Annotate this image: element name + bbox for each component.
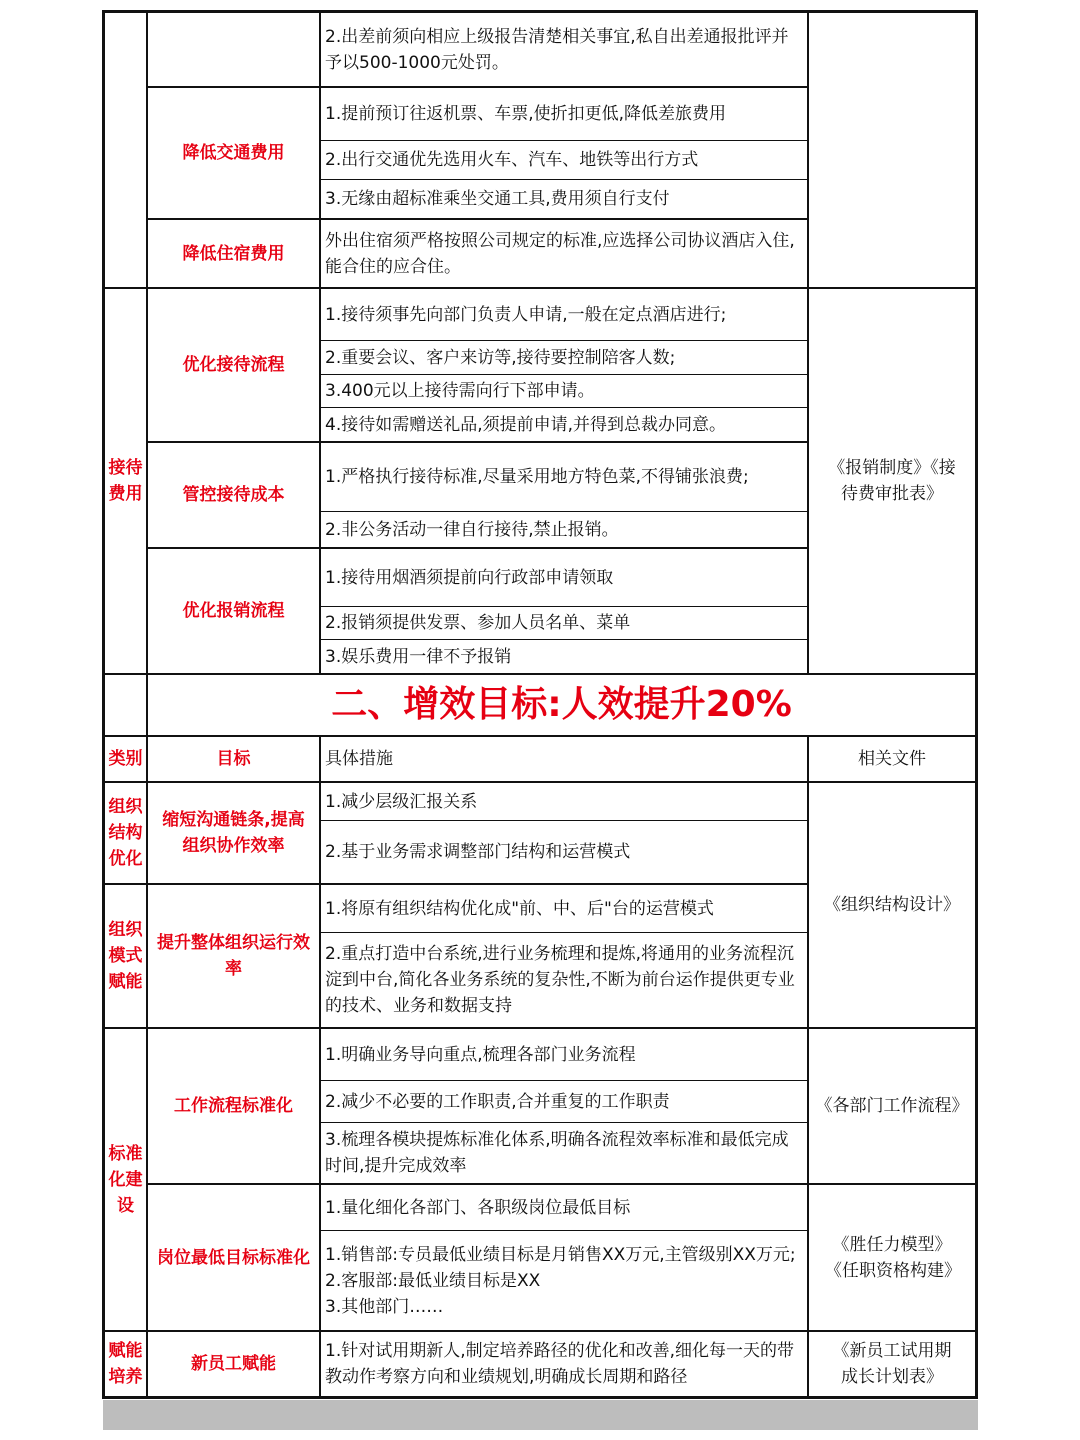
measure-text: 1.接待须事先向部门负责人申请,一般在定点酒店进行; xyxy=(325,304,727,325)
category-text: 接待费用 xyxy=(108,458,143,504)
measure-text: 1.将原有组织结构优化成"前、中、后"台的运营模式 xyxy=(325,898,714,919)
header-text: 相关文件 xyxy=(858,749,926,769)
measure-cell xyxy=(321,1123,807,1183)
measure-text: 2.出差前须向相应上级报告清楚相关事宜,私自出差通报批评并予以500-1000元处罚。 xyxy=(325,26,789,73)
header-text: 目标 xyxy=(216,749,251,769)
measure-cell xyxy=(321,1081,807,1122)
measure-cell xyxy=(321,549,807,606)
target-text: 降低交通费用 xyxy=(182,143,285,163)
target-cell xyxy=(148,885,319,1027)
measure-cell xyxy=(321,443,807,511)
measure-cell xyxy=(321,180,807,218)
measure-cell xyxy=(321,607,807,639)
measure-cell xyxy=(321,341,807,374)
measure-cell xyxy=(321,1185,807,1230)
target-cell xyxy=(148,1332,319,1396)
measure-cell xyxy=(321,783,807,820)
measure-text: 外出住宿须严格按照公司规定的标准,应选择公司协议酒店入住,能合住的应合住。 xyxy=(325,230,795,277)
measure-cell xyxy=(321,141,807,179)
target-text: 工作流程标准化 xyxy=(174,1096,293,1116)
measure-cell xyxy=(321,13,807,86)
page-bottom-bar xyxy=(103,1400,978,1430)
target-cell xyxy=(148,88,319,218)
target-cell xyxy=(148,1029,319,1183)
category-text: 组织结构优化 xyxy=(108,797,143,869)
docs-text: 《各部门工作流程》 xyxy=(815,1096,969,1116)
measure-cell xyxy=(321,408,807,441)
section-title-text: 二、增效目标:人效提升20% xyxy=(331,684,792,725)
measure-cell xyxy=(321,885,807,932)
docs-text: 《报销制度》《接待费审批表》 xyxy=(828,458,956,504)
measure-text: 3.其他部门…… xyxy=(325,1296,444,1317)
measure-text: 4.接待如需赠送礼品,须提前申请,并得到总裁办同意。 xyxy=(325,414,727,435)
target-text: 管控接待成本 xyxy=(182,485,285,505)
measure-cell xyxy=(321,512,807,547)
docs-cell xyxy=(809,289,975,673)
docs-cell xyxy=(809,1332,975,1396)
target-text: 提升整体组织运行效率 xyxy=(157,933,310,979)
measure-text: 2.减少不必要的工作职责,合并重复的工作职责 xyxy=(325,1091,670,1112)
header-target xyxy=(148,737,319,781)
category-text: 标准化建设 xyxy=(108,1143,143,1216)
measure-text: 3.无缘由超标准乘坐交通工具,费用须自行支付 xyxy=(325,189,670,209)
section-title xyxy=(148,675,975,735)
target-cell xyxy=(148,1185,319,1330)
measure-cell xyxy=(321,640,807,673)
docs-text: 《新员工试用期成长计划表》 xyxy=(832,1341,952,1387)
target-cell xyxy=(148,443,319,547)
target-text: 新员工赋能 xyxy=(191,1354,276,1374)
measure-text: 2.报销须提供发票、参加人员名单、菜单 xyxy=(325,613,631,633)
docs-text: 《胜任力模型》《任职资格构建》 xyxy=(825,1234,961,1281)
measure-cell xyxy=(321,220,807,287)
measure-text: 2.客服部:最低业绩目标是XX xyxy=(325,1270,541,1291)
category-text: 赋能培养 xyxy=(108,1341,143,1387)
grid-line xyxy=(102,1396,978,1399)
target-cell xyxy=(148,549,319,673)
measure-text: 1.量化细化各部门、各职级岗位最低目标 xyxy=(325,1197,631,1218)
header-text: 类别 xyxy=(108,749,143,769)
category-text: 组织模式赋能 xyxy=(108,920,143,992)
target-cell xyxy=(148,220,319,287)
measure-text: 2.重要会议、客户来访等,接待要控制陪客人数; xyxy=(325,347,676,368)
target-cell xyxy=(148,289,319,441)
measure-text: 3.梳理各模块提炼标准化体系,明确各流程效率标准和最低完成时间,提升完成效率 xyxy=(325,1130,789,1176)
measure-cell xyxy=(321,933,807,1027)
measure-text: 3.400元以上接待需向行下部申请。 xyxy=(325,381,595,401)
category-cell xyxy=(105,289,146,673)
measure-text: 1.明确业务导向重点,梳理各部门业务流程 xyxy=(325,1044,636,1065)
measure-cell xyxy=(321,1029,807,1080)
measure-text: 1.接待用烟酒须提前向行政部申请领取 xyxy=(325,567,614,588)
measure-text: 1.严格执行接待标准,尽量采用地方特色菜,不得铺张浪费; xyxy=(325,467,749,487)
header-text: 具体措施 xyxy=(325,749,393,769)
category-cell xyxy=(105,1332,146,1396)
measure-text: 2.重点打造中台系统,进行业务梳理和提炼,将通用的业务流程沉淀到中台,简化各业务系统的复杂性,不断为前台运作提供更专业的技术、业务和数据支持 xyxy=(325,944,795,1016)
measure-text: 3.娱乐费用一律不予报销 xyxy=(325,646,512,667)
docs-cell xyxy=(809,1185,975,1330)
measure-text: 1.提前预订往返机票、车票,使折扣更低,降低差旅费用 xyxy=(325,104,727,124)
target-text: 岗位最低目标标准化 xyxy=(157,1247,310,1268)
measure-text: 1.针对试用期新人,制定培养路径的优化和改善,细化每一天的带教动作考察方向和业绩规划,明确成长周期和路径 xyxy=(325,1341,795,1387)
measure-text: 1.减少层级汇报关系 xyxy=(325,791,478,812)
measure-cell xyxy=(321,375,807,407)
category-cell xyxy=(105,1029,146,1330)
header-measures xyxy=(321,737,807,781)
category-cell xyxy=(105,783,146,883)
target-text: 优化报销流程 xyxy=(182,601,285,621)
measure-cell xyxy=(321,821,807,883)
target-cell xyxy=(148,783,319,883)
measure-cell xyxy=(321,289,807,340)
measure-cell xyxy=(321,1231,807,1330)
measure-cell xyxy=(321,88,807,140)
docs-text: 《组织结构设计》 xyxy=(824,895,960,915)
header-category xyxy=(105,737,146,781)
docs-cell xyxy=(809,783,975,1027)
measure-text: 2.非公务活动一律自行接待,禁止报销。 xyxy=(325,519,619,540)
measure-text: 2.基于业务需求调整部门结构和运营模式 xyxy=(325,842,631,862)
target-text: 缩短沟通链条,提高组织协作效率 xyxy=(162,810,305,856)
measure-text: 2.出行交通优先选用火车、汽车、地铁等出行方式 xyxy=(325,150,699,170)
docs-cell xyxy=(809,1029,975,1183)
measure-cell xyxy=(321,1332,807,1396)
category-cell xyxy=(105,885,146,1027)
measure-text: 1.销售部:专员最低业绩目标是月销售XX万元,主管级别XX万元; xyxy=(325,1244,796,1265)
target-text: 降低住宿费用 xyxy=(182,243,285,264)
target-text: 优化接待流程 xyxy=(182,355,285,375)
header-docs xyxy=(809,737,975,781)
grid-line xyxy=(975,11,978,1398)
